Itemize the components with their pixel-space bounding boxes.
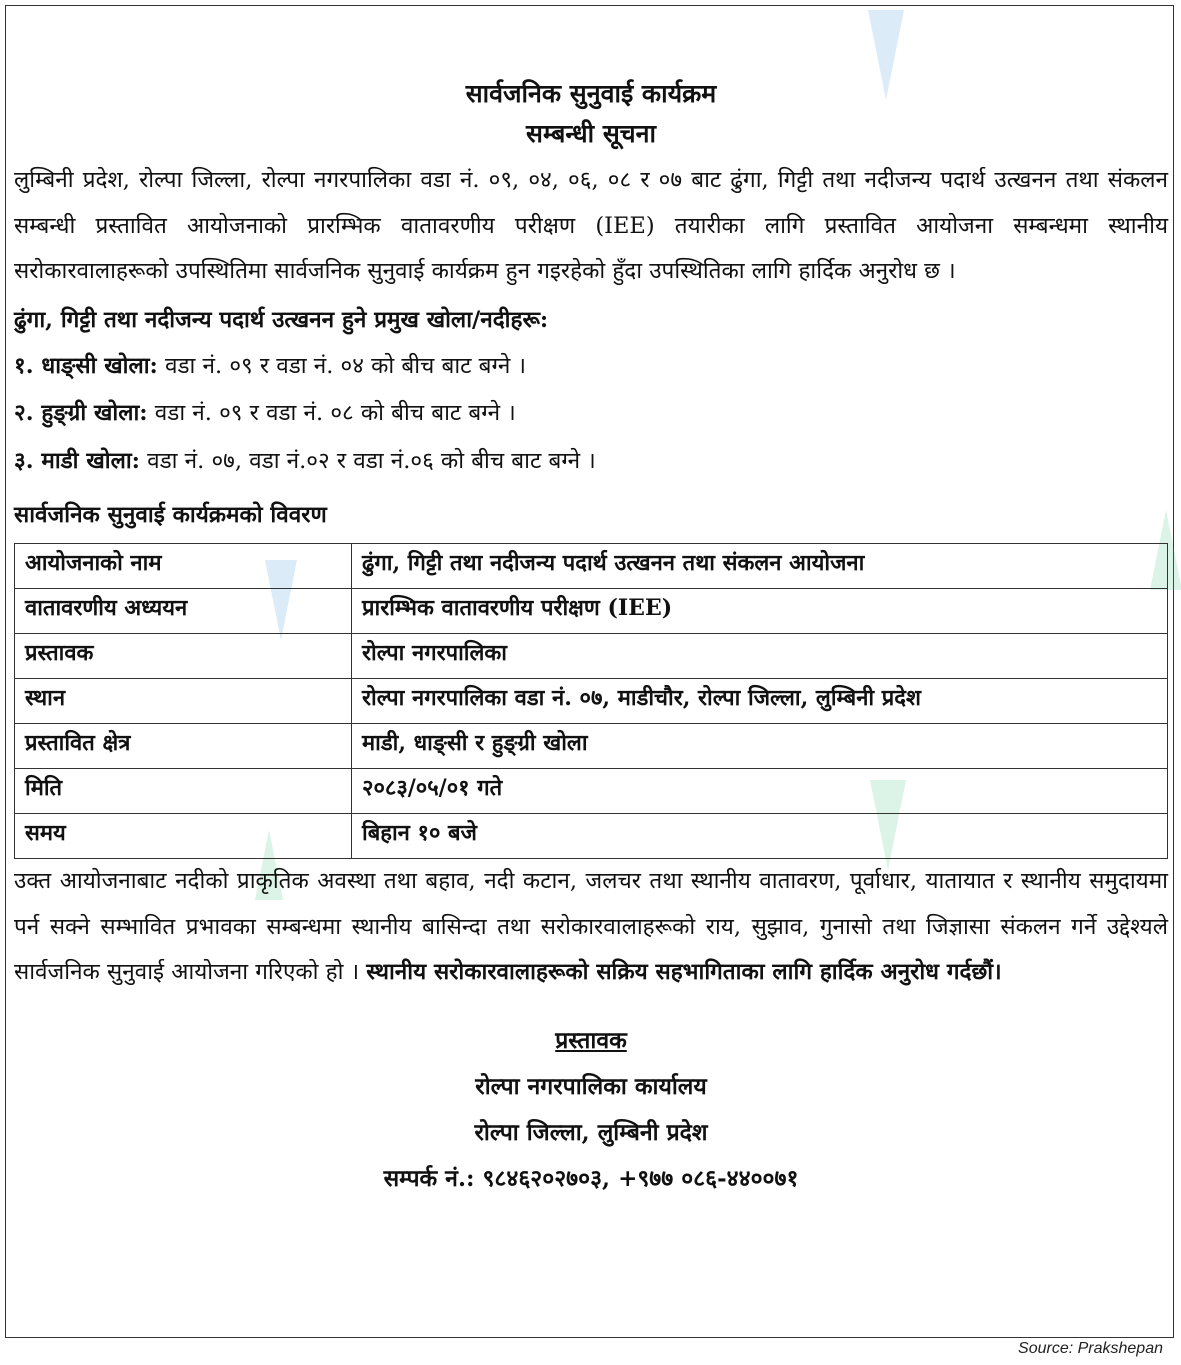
detail-value: बिहान १० बजे (352, 814, 1168, 859)
notice-content (14, 74, 1168, 1202)
detail-key: वातावरणीय अध्ययन (15, 589, 352, 634)
detail-key: प्रस्तावक (15, 634, 352, 679)
table-row (15, 679, 1168, 724)
river-name: ३. माडी खोला: (14, 447, 140, 474)
detail-value: प्रारम्भिक वातावरणीय परीक्षण (IEE) (352, 589, 1168, 634)
detail-value: २०८३/०५/०१ गते (352, 769, 1168, 814)
signature-address: रोल्पा जिल्ला, लुम्बिनी प्रदेश (474, 1118, 708, 1146)
detail-key: आयोजनाको नाम (15, 544, 352, 589)
details-heading: सार्वजनिक सुनुवाई कार्यक्रमको विवरण (14, 502, 327, 528)
detail-key: प्रस्तावित क्षेत्र (15, 724, 352, 769)
table-row (15, 634, 1168, 679)
signature-office: रोल्पा नगरपालिका कार्यालय (475, 1072, 707, 1100)
table-row (15, 544, 1168, 589)
closing-text: उक्त आयोजनाबाट नदीको प्राकृतिक अवस्था तथा बहाव, नदी कटान, जलचर तथा स्थानीय वातावरण, पूर्वाधार, यातायात र स्थानीय समुदायमा पर्न सक्ने सम्भावित प्रभावका सम्बन्धमा स्थानीय बासिन्दा तथा सरोकारवालाहरूको राय, सुझाव, गुनासो तथा जिज्ञासा संकलन गर्ने उद्देश्यले सार्वजनिक सुनुवाई आयोजना गरिएको हो । (14, 868, 1168, 985)
table-row (15, 769, 1168, 814)
rivers-heading: ढुंगा, गिट्टी तथा नदीजन्य पदार्थ उत्खनन हुने प्रमुख खोला/नदीहरू: (14, 306, 549, 333)
signature-block (14, 1018, 1168, 1202)
detail-value: रोल्पा नगरपालिका (352, 634, 1168, 679)
detail-key: स्थान (15, 679, 352, 724)
closing-paragraph (14, 859, 1168, 996)
signature-label: प्रस्तावक (555, 1026, 627, 1054)
closing-request: स्थानीय सरोकारवालाहरूको सक्रिय सहभागिताका लागि हार्दिक अनुरोध गर्दछौं। (366, 959, 1002, 985)
river-name: २. हुङ्ग्री खोला: (14, 400, 148, 426)
detail-value: माडी, धाङ्सी र हुङ्ग्री खोला (352, 724, 1168, 769)
table-row (15, 724, 1168, 769)
detail-value: रोल्पा नगरपालिका वडा नं. ०७, माडीचौर, रोल्पा जिल्ला, लुम्बिनी प्रदेश (352, 679, 1168, 724)
river-desc: वडा नं. ०९ र वडा नं. ०४ को बीच बाट बग्ने । (157, 352, 526, 379)
river-item (14, 343, 1168, 391)
detail-key: समय (15, 814, 352, 859)
detail-key: मिति (15, 769, 352, 814)
signature-contact: सम्पर्क नं.: ९८४६२०२७०३, +९७७ ०८६-४४००७१ (383, 1164, 799, 1192)
notice-title-line1: सार्वजनिक सुनुवाई कार्यक्रम (465, 79, 717, 108)
table-row (15, 589, 1168, 634)
details-table (14, 543, 1168, 859)
table-row (15, 814, 1168, 859)
river-item (14, 438, 1168, 486)
detail-value: ढुंगा, गिट्टी तथा नदीजन्य पदार्थ उत्खनन तथा संकलन आयोजना (352, 544, 1168, 589)
notice-title-line2: सम्बन्धी सूचना (526, 119, 656, 148)
river-item (14, 390, 1168, 438)
intro-paragraph: लुम्बिनी प्रदेश, रोल्पा जिल्ला, रोल्पा नगरपालिका वडा नं. ०९, ०४, ०६, ०८ र ०७ बाट ढुंगा, गिट्टी तथा नदीजन्य पदार्थ उत्खनन तथा संकलन सम्बन्धी प्रस्तावित आयोजनाको प्रारम्भिक वातावरणीय परीक्षण (IEE) तयारीका लागि प्रस्तावित आयोजना सम्बन्धमा स्थानीय सरोकारवालाहरूको उपस्थितिमा सार्वजनिक सुनुवाई कार्यक्रम हुन गइरहेको हुँदा उपस्थितिका लागि हार्दिक अनुरोध छ । (14, 167, 1168, 284)
river-desc: वडा नं. ०९ र वडा नं. ०८ को बीच बाट बग्ने । (147, 400, 516, 426)
river-name: १. धाङ्सी खोला: (14, 352, 158, 379)
river-desc: वडा नं. ०७, वडा नं.०२ र वडा नं.०६ को बीच बाट बग्ने । (139, 447, 596, 474)
source-credit: Source: Prakshepan (1018, 1340, 1163, 1357)
